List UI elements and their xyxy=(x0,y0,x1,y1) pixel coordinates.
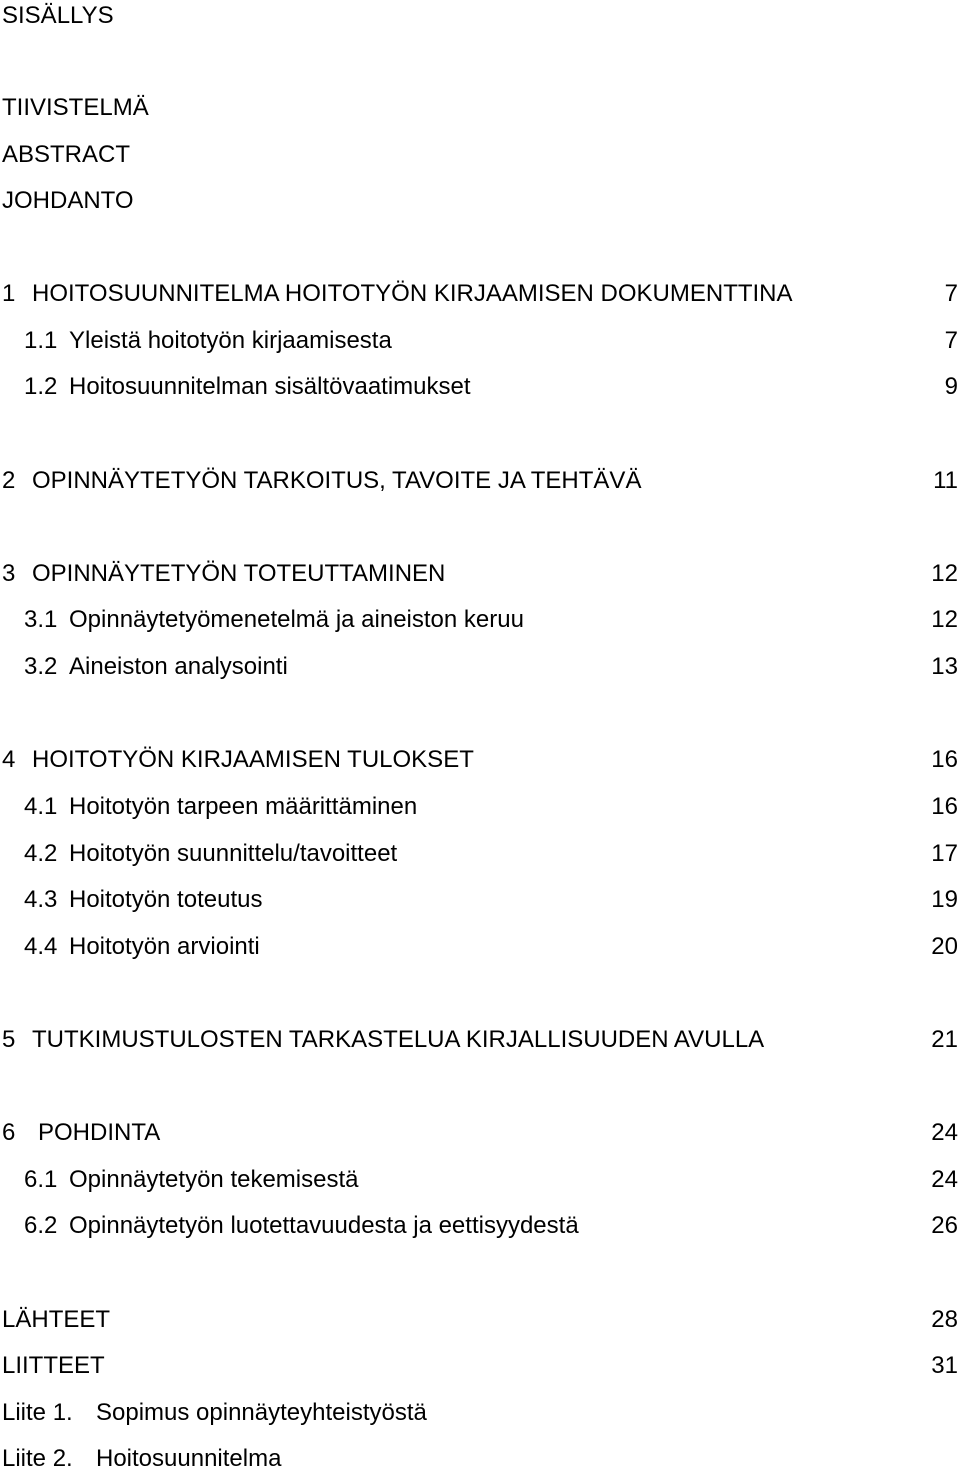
section-title: Hoitotyön tarpeen määrittäminen xyxy=(69,793,418,820)
toc-entry-back-matter[interactable] xyxy=(0,1304,960,1336)
page-number: 16 xyxy=(931,746,958,773)
back-matter-title: LÄHTEET xyxy=(2,1306,111,1333)
front-matter-item[interactable] xyxy=(0,139,960,171)
back-matter-title: LIITTEET xyxy=(2,1352,105,1379)
front-matter-item[interactable] xyxy=(0,185,960,217)
page-title: SISÄLLYS xyxy=(2,2,114,29)
toc-entry-chapter[interactable] xyxy=(0,744,960,776)
toc-entry-section[interactable] xyxy=(0,325,960,357)
page-number: 17 xyxy=(931,840,958,867)
page-number: 11 xyxy=(933,467,958,494)
toc-entry-section[interactable] xyxy=(0,1164,960,1196)
section-number: 4.1 xyxy=(24,793,58,820)
page-number: 16 xyxy=(931,793,958,820)
page-number: 7 xyxy=(944,280,958,307)
page-number: 7 xyxy=(944,327,958,354)
section-title: Hoitotyön arviointi xyxy=(69,933,260,960)
page-number: 9 xyxy=(944,373,958,400)
page-number: 20 xyxy=(931,933,958,960)
toc-entry-section[interactable] xyxy=(0,838,960,870)
toc-entry-section[interactable] xyxy=(0,604,960,636)
front-matter-item[interactable] xyxy=(0,92,960,124)
page-number: 12 xyxy=(931,606,958,633)
section-number: 4.4 xyxy=(24,933,58,960)
chapter-title: HOITOSUUNNITELMA HOITOTYÖN KIRJAAMISEN DOKUMENTTINA xyxy=(32,280,793,307)
section-number: 1.2 xyxy=(24,373,58,400)
chapter-title: TUTKIMUSTULOSTEN TARKASTELUA KIRJALLISUUDEN AVULLA xyxy=(32,1026,765,1053)
appendix-title: Hoitosuunnitelma xyxy=(96,1445,282,1472)
section-number: 3.1 xyxy=(24,606,58,633)
chapter-title: HOITOTYÖN KIRJAAMISEN TULOKSET xyxy=(32,746,474,773)
section-number: 3.2 xyxy=(24,653,58,680)
appendix-label: Liite 1. xyxy=(2,1399,73,1426)
front-matter-label: ABSTRACT xyxy=(2,141,131,168)
page-number: 26 xyxy=(931,1212,958,1239)
section-title: Hoitotyön suunnittelu/tavoitteet xyxy=(69,840,398,867)
toc-entry-chapter[interactable] xyxy=(0,465,960,497)
section-title: Hoitotyön toteutus xyxy=(69,886,263,913)
toc-entry-section[interactable] xyxy=(0,1210,960,1242)
chapter-number: 6 xyxy=(2,1119,16,1146)
chapter-title: OPINNÄYTETYÖN TOTEUTTAMINEN xyxy=(32,560,446,587)
section-number: 6.1 xyxy=(24,1166,58,1193)
section-title: Opinnäytetyön tekemisestä xyxy=(69,1166,359,1193)
page-number: 19 xyxy=(931,886,958,913)
toc-entry-section[interactable] xyxy=(0,651,960,683)
chapter-number: 5 xyxy=(2,1026,16,1053)
appendix-label: Liite 2. xyxy=(2,1445,73,1472)
section-title: Yleistä hoitotyön kirjaamisesta xyxy=(69,327,392,354)
toc-entry-chapter[interactable] xyxy=(0,1024,960,1056)
section-number: 6.2 xyxy=(24,1212,58,1239)
toc-entry-section[interactable] xyxy=(0,931,960,963)
section-title: Aineiston analysointi xyxy=(69,653,288,680)
toc-entry-chapter[interactable] xyxy=(0,558,960,590)
section-title: Opinnäytetyömenetelmä ja aineiston keruu xyxy=(69,606,524,633)
appendix-title: Sopimus opinnäyteyhteistyöstä xyxy=(96,1399,427,1426)
front-matter-label: JOHDANTO xyxy=(2,187,134,214)
chapter-number: 4 xyxy=(2,746,16,773)
toc-entry-chapter[interactable] xyxy=(0,1117,960,1149)
page-number: 31 xyxy=(931,1352,958,1379)
page-number: 24 xyxy=(931,1166,958,1193)
toc-entry-section[interactable] xyxy=(0,371,960,403)
page-number: 28 xyxy=(931,1306,958,1333)
toc-entry-chapter[interactable] xyxy=(0,278,960,310)
toc-entry-appendix[interactable] xyxy=(0,1443,960,1470)
page-number: 12 xyxy=(931,560,958,587)
front-matter-label: TIIVISTELMÄ xyxy=(2,94,149,121)
page-number: 24 xyxy=(931,1119,958,1146)
section-number: 4.2 xyxy=(24,840,58,867)
page-number: 21 xyxy=(931,1026,958,1053)
toc-entry-back-matter[interactable] xyxy=(0,1350,960,1382)
section-title: Opinnäytetyön luotettavuudesta ja eettisyydestä xyxy=(69,1212,579,1239)
section-number: 1.1 xyxy=(24,327,58,354)
toc-entry-appendix[interactable] xyxy=(0,1397,960,1429)
toc-entry-section[interactable] xyxy=(0,884,960,916)
chapter-number: 3 xyxy=(2,560,16,587)
chapter-title: OPINNÄYTETYÖN TARKOITUS, TAVOITE JA TEHTÄVÄ xyxy=(32,467,642,494)
section-number: 4.3 xyxy=(24,886,58,913)
chapter-number: 1 xyxy=(2,280,16,307)
section-title: Hoitosuunnitelman sisältövaatimukset xyxy=(69,373,471,400)
page-number: 13 xyxy=(931,653,958,680)
chapter-number: 2 xyxy=(2,467,16,494)
chapter-title: POHDINTA xyxy=(38,1119,161,1146)
toc-entry-section[interactable] xyxy=(0,791,960,823)
